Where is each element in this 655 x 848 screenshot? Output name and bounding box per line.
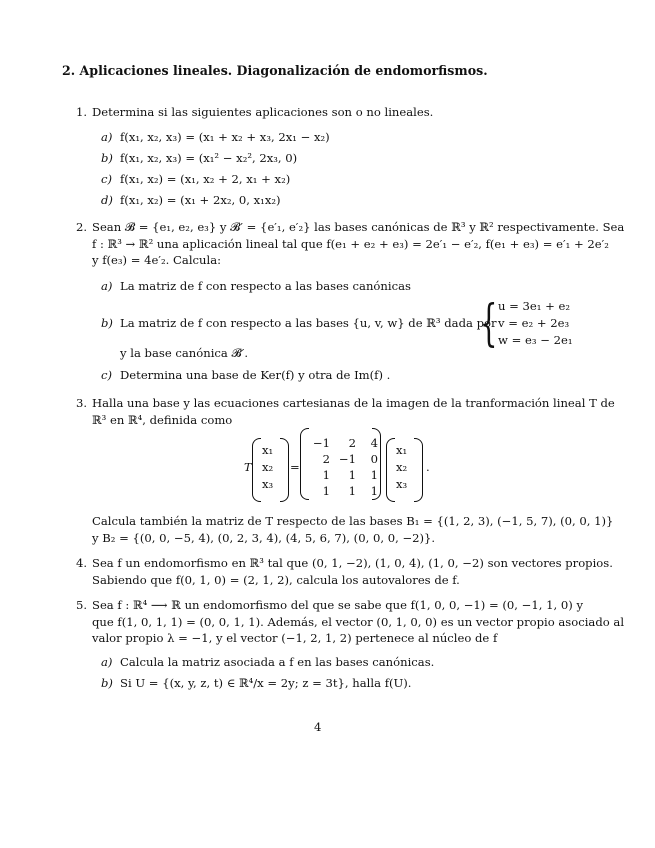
exercise-text-line: f : ℝ³ → ℝ² una aplicación lineal tal que f(e₁ + e₂ + e₃) = 2e′₁ − e′₂, f(e₁ + e₃) = e′₁ + 2e′₂ — [92, 236, 609, 251]
equals-sign: = — [290, 460, 300, 474]
exercise-text-line: Sabiendo que f(0, 1, 0) = (2, 1, 2), calcula los autovalores de f. — [92, 572, 460, 587]
output-vector: x₁ x₂ x₃ — [396, 443, 408, 491]
list-item: c) f(x₁, x₂) = (x₁, x₂ + 2, x₁ + x₂) — [101, 172, 291, 186]
list-item: b) f(x₁, x₂, x₃) = (x₁² − x₂², 2x₃, 0) — [101, 151, 298, 165]
page-number: 4 — [314, 720, 322, 734]
matrix: −1 2 4 2 −1 0 1 1 1 1 1 1 — [312, 436, 378, 498]
exercise-number: 4. — [76, 556, 88, 570]
exercise-text-line: y B₂ = {(0, 0, −5, 4), (0, 2, 3, 4), (4, 5, 6, 7), (0, 0, 0, −2)}. — [92, 530, 436, 545]
list-item: b) La matriz de f con respecto a las bases {u, v, w} de ℝ³ dada por — [101, 316, 497, 330]
cases-brace: { — [480, 294, 498, 352]
exercise-text-line: y f(e₃) = 4e′₂. Calcula: — [92, 253, 222, 267]
exercise-number: 1. — [76, 105, 88, 119]
exercise-text-line: ℝ³ en ℝ⁴, definida como — [92, 412, 233, 427]
exercise-text-line: valor propio λ = −1, y el vector (−1, 2, 1, 2) pertenece al núcleo de f — [92, 631, 498, 645]
input-vector: x₁ x₂ x₃ — [262, 443, 274, 491]
list-item: c) Determina una base de Ker(f) y otra de Im(f) . — [101, 368, 391, 382]
period: . — [426, 460, 430, 474]
right-paren — [280, 438, 289, 502]
exercise-number: 5. — [76, 598, 88, 612]
matrix-right-paren — [372, 428, 381, 500]
left-paren — [386, 438, 395, 502]
list-item: a) La matriz de f con respecto a las bases canónicas — [101, 279, 411, 293]
list-item-continuation: y la base canónica 𝓑′. — [120, 346, 249, 360]
matrix-left-paren — [300, 428, 309, 500]
exercise-number: 2. — [76, 220, 88, 234]
exercise-text: Determina si las siguientes aplicaciones son o no lineales. — [92, 105, 434, 119]
exercise-text-line: Calcula también la matriz de T respecto de las bases B₁ = {(1, 2, 3), (−1, 5, 7), (0, 0, 1)} — [92, 514, 614, 528]
list-item: a) Calcula la matriz asociada a f en las bases canónicas. — [101, 655, 435, 669]
exercise-text-line: Sea f : ℝ⁴ ⟶ ℝ un endomorfismo del que se sabe que f(1, 0, 0, −1) = (0, −1, 1, 0) y — [92, 598, 584, 612]
exercise-text-line: Halla una base y las ecuaciones cartesianas de la imagen de la tranformación lineal T de — [92, 396, 615, 410]
case-row: w = e₃ − 2e₁ — [498, 333, 573, 347]
section-title: 2. Aplicaciones lineales. Diagonalización de endomorfismos. — [62, 63, 488, 78]
left-paren — [252, 438, 261, 502]
transform-symbol: T — [244, 460, 252, 474]
exercise-text-line: Sea f un endomorfismo en ℝ³ tal que (0, 1, −2), (1, 0, 4), (1, 0, −2) son vectores propios. — [92, 556, 613, 570]
exercise-number: 3. — [76, 396, 88, 410]
list-item: a) f(x₁, x₂, x₃) = (x₁ + x₂ + x₃, 2x₁ − x₂) — [101, 130, 330, 144]
case-row: u = 3e₁ + e₂ — [498, 299, 571, 313]
case-row: v = e₂ + 2e₃ — [498, 316, 570, 330]
right-paren — [414, 438, 423, 502]
exercise-text-line: que f(1, 0, 1, 1) = (0, 0, 1, 1). Además, el vector (0, 1, 0, 0) es un vector propio asociado al — [92, 614, 625, 629]
exercise-text-line: Sean 𝓑 = {e₁, e₂, e₃} y 𝓑′ = {e′₁, e′₂} las bases canónicas de ℝ³ y ℝ² respectivamente. Sea — [92, 220, 625, 234]
list-item: d) f(x₁, x₂) = (x₁ + 2x₂, 0, x₁x₂) — [101, 193, 281, 207]
list-item: b) Si U = {(x, y, z, t) ∈ ℝ⁴/x = 2y; z = 3t}, halla f(U). — [101, 676, 412, 690]
